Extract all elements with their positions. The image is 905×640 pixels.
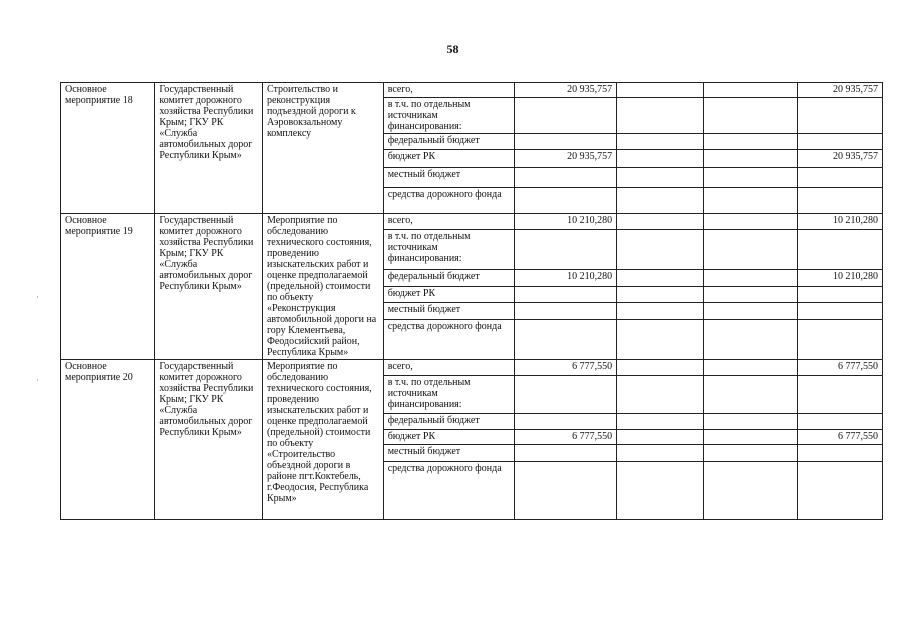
amount-cell [514,376,616,414]
empty-cell [617,83,704,98]
empty-cell [704,462,797,520]
source-label: в т.ч. по отдельным источникам финансирования: [383,230,514,270]
amount-cell: 20 935,757 [514,150,616,168]
amount-cell [514,286,616,302]
empty-cell [704,83,797,98]
amount-last-cell [797,376,882,414]
empty-cell [617,303,704,320]
empty-cell [704,360,797,376]
empty-cell [704,445,797,462]
amount-last-cell [797,230,882,270]
amount-cell: 6 777,550 [514,430,616,445]
source-label: в т.ч. по отдельным источникам финансирования: [383,98,514,134]
empty-cell [617,230,704,270]
amount-last-cell: 6 777,550 [797,360,882,376]
amount-cell [514,462,616,520]
empty-cell [704,320,797,360]
source-label: местный бюджет [383,303,514,320]
amount-cell: 10 210,280 [514,269,616,286]
measure-cell: Основное мероприятие 20 [61,360,155,520]
empty-cell [704,414,797,430]
description-cell: Мероприятие по обследованию технического состояния, проведению изыскательских работ и оценке предполагаемой (предельной) стоимости по объекту «Строительство объездной дороги в районе пгт.Коктебель, г.Феодосия, Республика Крым» [262,360,383,520]
amount-last-cell: 20 935,757 [797,150,882,168]
amount-cell: 10 210,280 [514,214,616,230]
amount-cell [514,188,616,214]
table-row [61,214,883,230]
source-label: всего, [383,360,514,376]
amount-last-cell [797,134,882,150]
description-cell: Строительство и реконструкция подъездной дороги к Аэровокзальному комплексу [262,83,383,214]
source-label: местный бюджет [383,445,514,462]
empty-cell [704,269,797,286]
empty-cell [704,286,797,302]
empty-cell [704,168,797,188]
source-label: средства дорожного фонда [383,320,514,360]
empty-cell [704,98,797,134]
source-label: всего, [383,214,514,230]
scan-mark: · [36,292,39,302]
empty-cell [617,445,704,462]
empty-cell [617,376,704,414]
empty-cell [617,98,704,134]
amount-last-cell: 20 935,757 [797,83,882,98]
amount-last-cell: 10 210,280 [797,269,882,286]
empty-cell [704,303,797,320]
amount-cell [514,98,616,134]
amount-cell [514,134,616,150]
empty-cell [704,430,797,445]
amount-last-cell [797,168,882,188]
empty-cell [617,414,704,430]
financing-table [60,82,883,520]
amount-last-cell: 10 210,280 [797,214,882,230]
source-label: федеральный бюджет [383,134,514,150]
empty-cell [617,320,704,360]
source-label: средства дорожного фонда [383,462,514,520]
amount-cell [514,320,616,360]
amount-last-cell [797,445,882,462]
amount-last-cell [797,98,882,134]
source-label: бюджет РК [383,286,514,302]
page-number: 58 [446,42,459,56]
empty-cell [617,269,704,286]
table-row [61,83,883,98]
executor-cell: Государственный комитет дорожного хозяйства Республики Крым; ГКУ РК «Служба автомобильных дорог Республики Крым» [155,214,263,360]
empty-cell [617,360,704,376]
source-label: федеральный бюджет [383,269,514,286]
empty-cell [704,134,797,150]
amount-cell [514,168,616,188]
empty-cell [617,286,704,302]
description-cell: Мероприятие по обследованию технического состояния, проведению изыскательских работ и оценке предполагаемой (предельной) стоимости по объекту «Реконструкция автомобильной дороги на гору Клементьева, Феодосийский район, Республика Крым» [262,214,383,360]
amount-last-cell: 6 777,550 [797,430,882,445]
empty-cell [704,188,797,214]
amount-cell: 6 777,550 [514,360,616,376]
source-label: в т.ч. по отдельным источникам финансирования: [383,376,514,414]
amount-last-cell [797,188,882,214]
source-label: всего, [383,83,514,98]
amount-cell [514,414,616,430]
empty-cell [704,214,797,230]
scan-mark: · [36,375,39,385]
amount-last-cell [797,303,882,320]
amount-last-cell [797,320,882,360]
amount-cell: 20 935,757 [514,83,616,98]
amount-last-cell [797,286,882,302]
amount-cell [514,230,616,270]
empty-cell [704,230,797,270]
empty-cell [617,462,704,520]
amount-cell [514,445,616,462]
empty-cell [617,168,704,188]
executor-cell: Государственный комитет дорожного хозяйства Республики Крым; ГКУ РК «Служба автомобильных дорог Республики Крым» [155,360,263,520]
amount-last-cell [797,462,882,520]
executor-cell: Государственный комитет дорожного хозяйства Республики Крым; ГКУ РК «Служба автомобильных дорог Республики Крым» [155,83,263,214]
source-label: бюджет РК [383,150,514,168]
empty-cell [617,430,704,445]
empty-cell [617,150,704,168]
measure-cell: Основное мероприятие 19 [61,214,155,360]
source-label: средства дорожного фонда [383,188,514,214]
source-label: федеральный бюджет [383,414,514,430]
amount-cell [514,303,616,320]
source-label: бюджет РК [383,430,514,445]
source-label: местный бюджет [383,168,514,188]
measure-cell: Основное мероприятие 18 [61,83,155,214]
empty-cell [617,188,704,214]
empty-cell [617,214,704,230]
empty-cell [704,376,797,414]
table-row [61,360,883,376]
empty-cell [704,150,797,168]
amount-last-cell [797,414,882,430]
empty-cell [617,134,704,150]
table-body [61,83,883,520]
